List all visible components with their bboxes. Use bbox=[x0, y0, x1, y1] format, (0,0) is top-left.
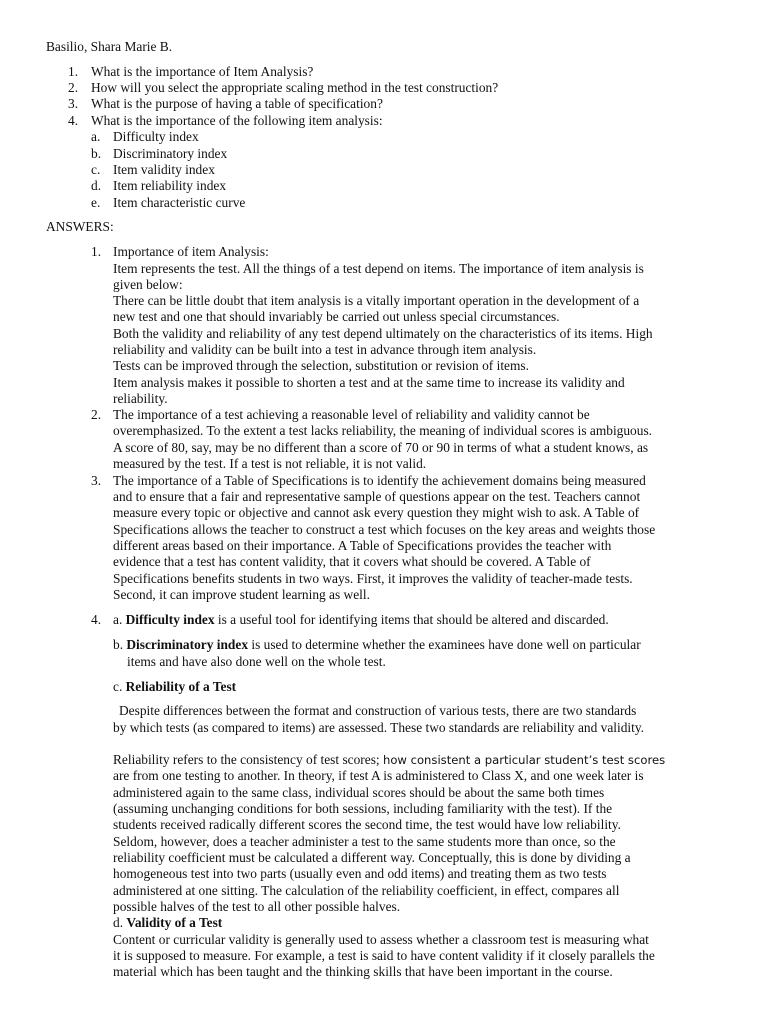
answers-heading: ANSWERS: bbox=[46, 219, 114, 234]
answer-line: Second, it can improve student learning as well. bbox=[113, 587, 370, 602]
answer-line: There can be little doubt that item analysis is a vitally important operation in the development of a bbox=[113, 293, 640, 308]
answer-line: The importance of a test achieving a reasonable level of reliability and validity cannot be bbox=[113, 407, 590, 422]
question-number: 1. bbox=[68, 64, 79, 79]
answer-4c bbox=[113, 679, 236, 695]
item-letter: b. bbox=[113, 637, 127, 652]
answer-line: administered again to the same class, individual scores should be about the same both times bbox=[113, 785, 605, 800]
item-letter: c. bbox=[113, 679, 126, 694]
term-reliability-of-a-test: Reliability of a Test bbox=[125, 679, 237, 694]
term-definition: is used to determine whether the examinees have done well on particular bbox=[248, 637, 641, 652]
answer-line: evidence that a test has content validity, that it covers what should be covered. A Table of bbox=[113, 554, 591, 569]
term-definition: is a useful tool for identifying items that should be altered and discarded. bbox=[214, 612, 609, 627]
author-name: Basilio, Shara Marie B. bbox=[46, 39, 173, 54]
answer-line: measured by the test. If a test is not reliable, it is not valid. bbox=[113, 456, 427, 471]
answer-line: possible halves of the test to all other possible halves. bbox=[113, 899, 401, 914]
answer-line bbox=[113, 752, 665, 768]
subitem-text: Item reliability index bbox=[113, 178, 227, 193]
answer-line: are from one testing to another. In theory, if test A is administered to Class X, and one week later is bbox=[113, 768, 644, 783]
answer-line: different areas based on their importance. A Table of Specifications provides the teacher with bbox=[113, 538, 612, 553]
answer-line: A score of 80, say, may be no different than a score of 70 or 90 in terms of what a student knows, as bbox=[113, 440, 649, 455]
answer-line: Tests can be improved through the selection, substitution or revision of items. bbox=[113, 358, 529, 373]
answer-line: given below: bbox=[113, 277, 183, 292]
question-number: 2. bbox=[68, 80, 79, 95]
answer-line: reliability and validity can be built into a test in advance through item analysis. bbox=[113, 342, 537, 357]
answer-line: reliability coefficient must be calculated a different way. Conceptually, this is done by dividing a bbox=[113, 850, 631, 865]
answer-line: homogeneous test into two parts (usually even and odd items) and treating them as two tests bbox=[113, 866, 607, 881]
answer-line: items and have also done well on the whole test. bbox=[127, 654, 386, 669]
term-discriminatory-index: Discriminatory index bbox=[126, 637, 249, 652]
answer-number: 2. bbox=[91, 407, 102, 422]
answer-line: administered at one sitting. The calculation of the reliability coefficient, in effect, compares all bbox=[113, 883, 620, 898]
answer-line: Seldom, however, does a teacher administer a test to the same students more than once, so the bbox=[113, 834, 616, 849]
answer-line: reliability. bbox=[113, 391, 168, 406]
subitem-text: Difficulty index bbox=[113, 129, 199, 144]
answer-number: 4. bbox=[91, 612, 102, 627]
answer-line: Specifications allows the teacher to construct a test which focuses on the key areas and weights those bbox=[113, 522, 656, 537]
question-text: What is the importance of Item Analysis? bbox=[91, 64, 314, 79]
item-letter: d. bbox=[113, 915, 127, 930]
subitem-letter: c. bbox=[91, 162, 101, 177]
answer-line: by which tests (as compared to items) are assessed. These two standards are reliability and validity. bbox=[113, 720, 645, 735]
item-letter: a. bbox=[113, 612, 126, 627]
term-validity-of-a-test: Validity of a Test bbox=[126, 915, 223, 930]
question-text: What is the purpose of having a table of specification? bbox=[91, 96, 383, 111]
answer-line: Specifications benefits students in two ways. First, it improves the validity of teacher-made tests. bbox=[113, 571, 633, 586]
answer-line: measure every topic or objective and cannot ask every question they might wish to ask. A Table of bbox=[113, 505, 640, 520]
answer-line: Item analysis makes it possible to shorten a test and at the same time to increase its validity and bbox=[113, 375, 625, 390]
subitem-letter: d. bbox=[91, 178, 102, 193]
answer-line: Both the validity and reliability of any test depend ultimately on the characteristics of its items. High bbox=[113, 326, 653, 341]
answer-line: (assuming unchanging conditions for both sessions, including familiarity with the test). If the bbox=[113, 801, 613, 816]
text-run: how consistent a particular student’s test scores bbox=[382, 753, 666, 767]
answer-4a bbox=[113, 612, 609, 628]
question-text: What is the importance of the following item analysis: bbox=[91, 113, 383, 128]
question-text: How will you select the appropriate scaling method in the test construction? bbox=[91, 80, 499, 95]
subitem-text: Item characteristic curve bbox=[113, 195, 246, 210]
answer-number: 3. bbox=[91, 473, 102, 488]
answer-number: 1. bbox=[91, 244, 102, 259]
subitem-text: Item validity index bbox=[113, 162, 215, 177]
answer-line: and to ensure that a fair and representative sample of questions appear on the test. Teachers cannot bbox=[113, 489, 641, 504]
answer-line: students received radically different scores the second time, the test would have low reliability. bbox=[113, 817, 621, 832]
answer-line: material which has been taught and the thinking skills that have been important in the course. bbox=[113, 964, 613, 979]
question-number: 4. bbox=[68, 113, 79, 128]
answer-line: it is supposed to measure. For example, a test is said to have content validity if it closely parallels the bbox=[113, 948, 655, 963]
question-number: 3. bbox=[68, 96, 79, 111]
answer-line: Item represents the test. All the things of a test depend on items. The importance of item analysis is bbox=[113, 261, 644, 276]
answer-line: overemphasized. To the extent a test lacks reliability, the meaning of individual scores is ambiguous. bbox=[113, 423, 653, 438]
term-difficulty-index: Difficulty index bbox=[125, 612, 215, 627]
subitem-letter: a. bbox=[91, 129, 101, 144]
answer-line: new test and one that should invariably be carried out unless special circumstances. bbox=[113, 309, 560, 324]
subitem-letter: b. bbox=[91, 146, 102, 161]
subitem-letter: e. bbox=[91, 195, 101, 210]
answer-4d bbox=[113, 915, 222, 931]
text-run: Reliability refers to the consistency of test scores; bbox=[113, 752, 383, 767]
answer-line: Content or curricular validity is generally used to assess whether a classroom test is measuring what bbox=[113, 932, 649, 947]
answer-line: The importance of a Table of Specifications is to identify the achievement domains being measured bbox=[113, 473, 646, 488]
answer-4b bbox=[113, 637, 641, 653]
answer-line: Despite differences between the format and construction of various tests, there are two standards bbox=[119, 703, 637, 718]
subitem-text: Discriminatory index bbox=[113, 146, 228, 161]
answer-heading: Importance of item Analysis: bbox=[113, 244, 269, 259]
